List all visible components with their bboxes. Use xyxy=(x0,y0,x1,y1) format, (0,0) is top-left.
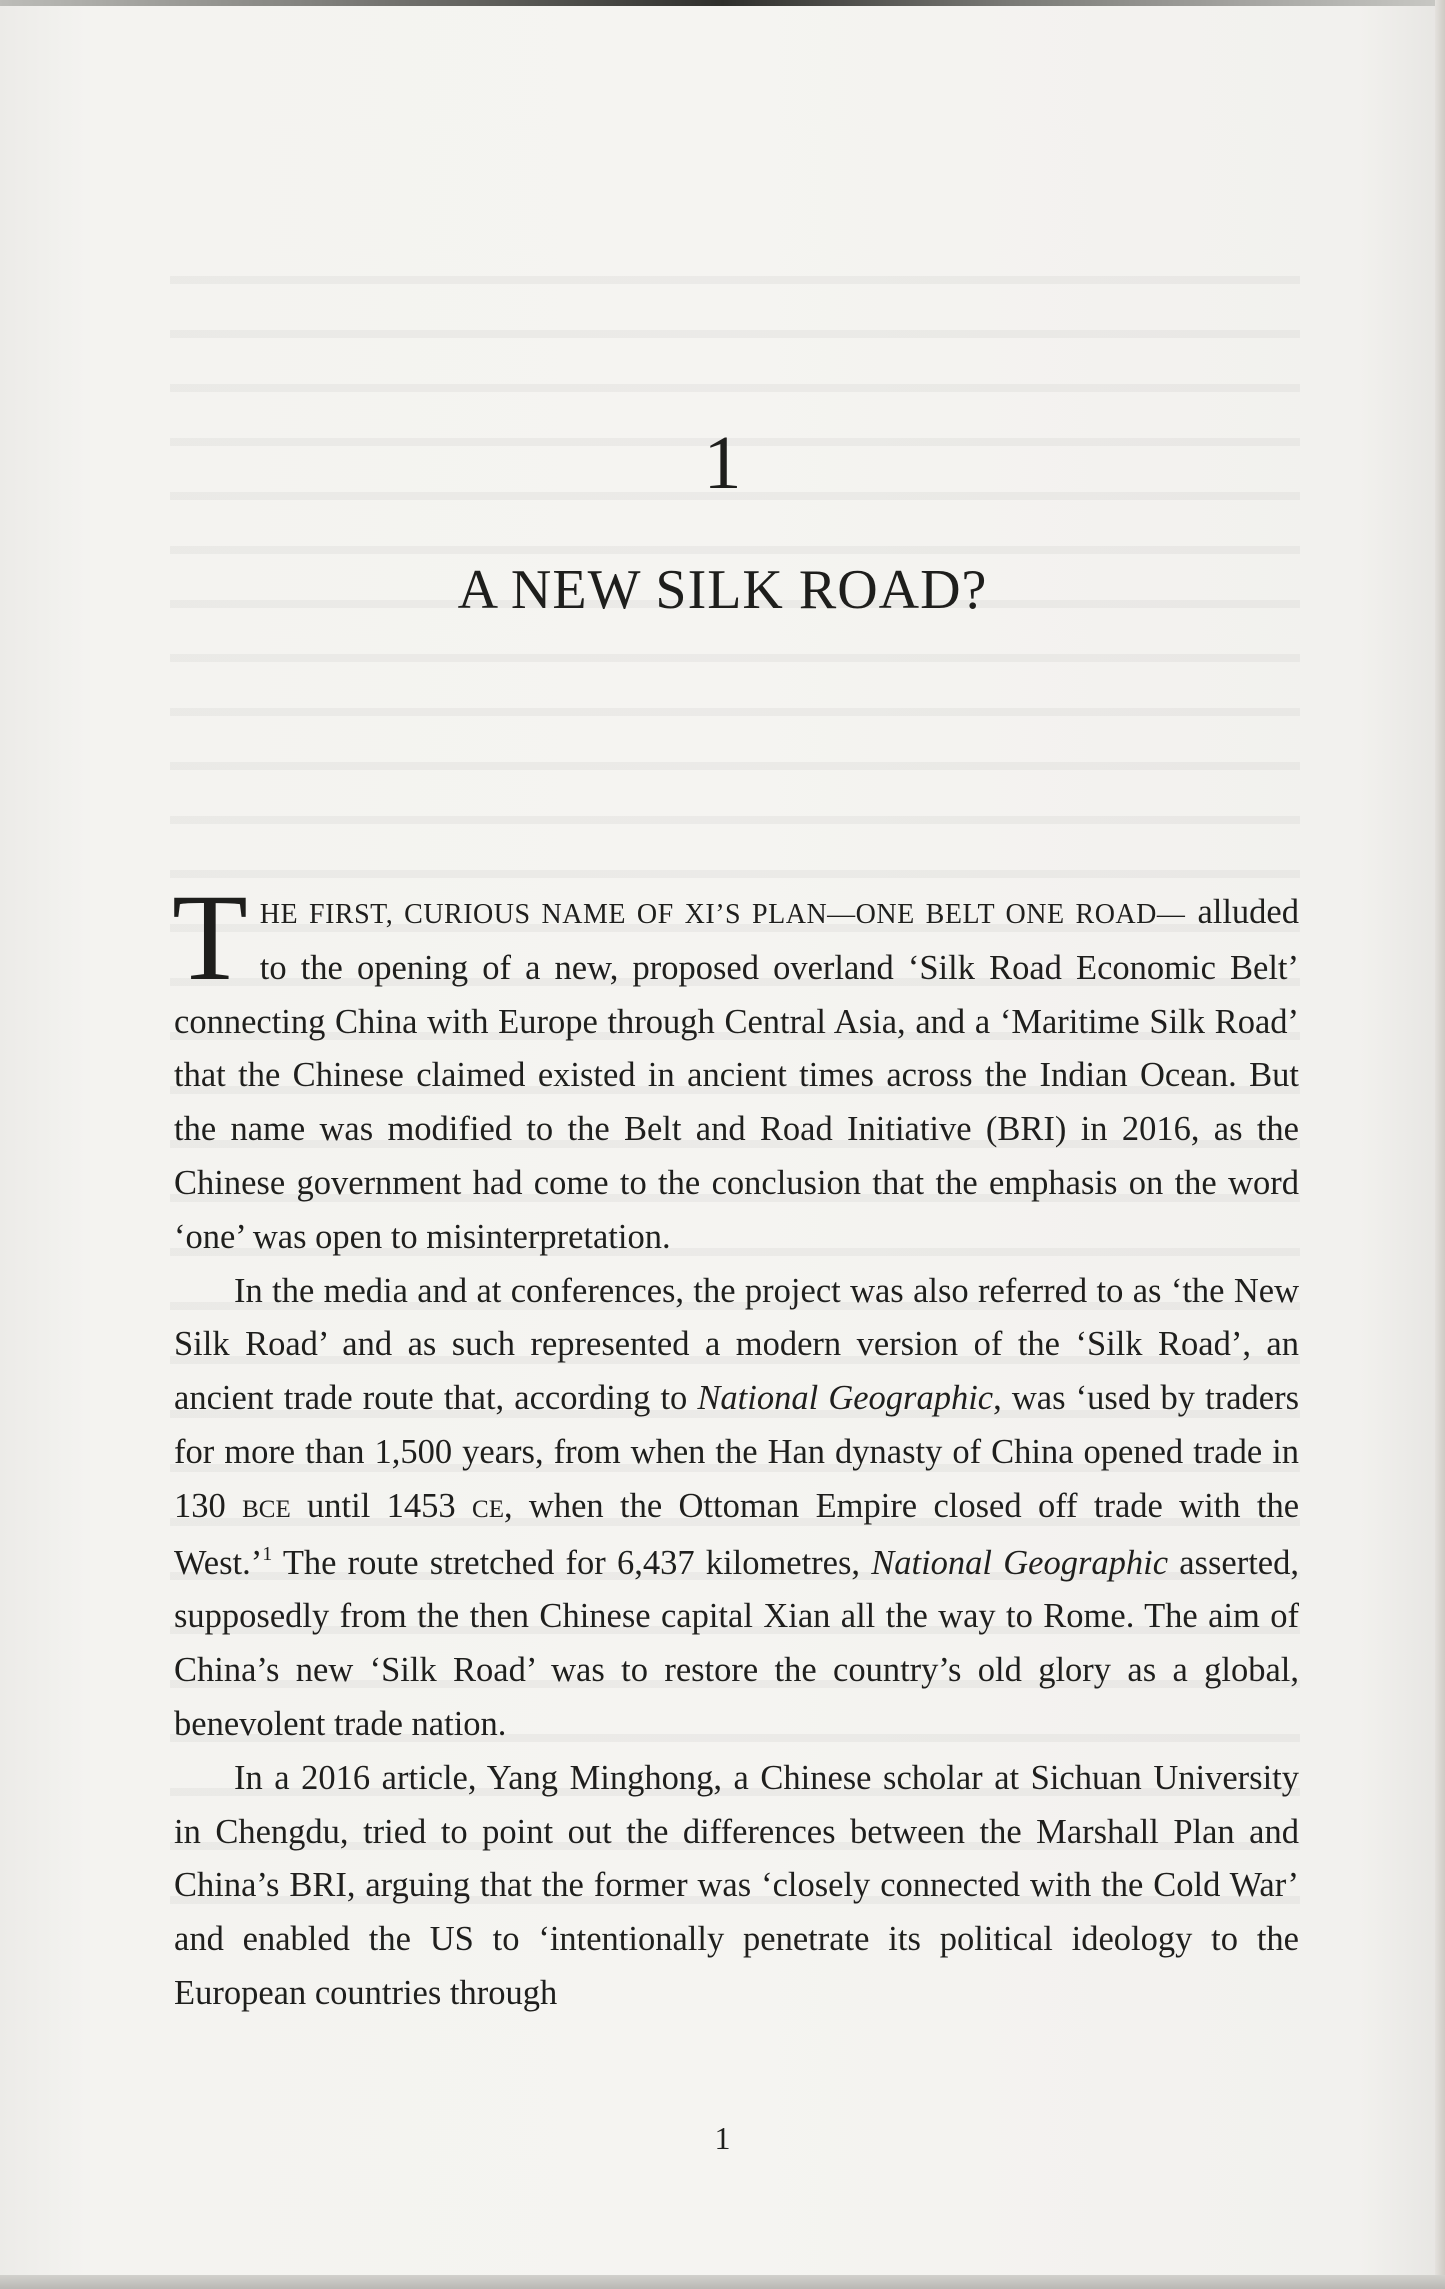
paragraph-2-text-c: until 1453 xyxy=(290,1486,473,1525)
chapter-body xyxy=(172,869,1300,2021)
page-right-edge xyxy=(1435,0,1445,2289)
paragraph-1-text: alluded to the opening of a new, proposed overland ‘Silk Road Economic Belt’ connecting China with Europe through Central Asia, and a ‘Maritime Silk Road’ that the Chinese claimed existed in ancient times across the Indian Ocean. But the name was modified to the Belt and Road Initiative (BRI) in 2016, as the Chinese government had come to the conclusion that the emphasis on the word ‘one’ was open to misinterpretation. xyxy=(174,893,1299,1256)
chapter-number: 1 xyxy=(703,421,742,505)
era-label: BCE xyxy=(242,1495,291,1523)
paragraph-1 xyxy=(172,869,1299,1265)
page-number: 1 xyxy=(714,2120,731,2156)
paragraph-3-text: In a 2016 article, Yang Minghong, a Chinese scholar at Sichuan University in Chengdu, tried to point out the differences between the Marshall Plan and China’s BRI, arguing that the former was ‘closely connected with the Cold War’ and enabled the US to ‘intentionally penetrate its political ideology to the European countries through xyxy=(174,1758,1299,2012)
page-bottom-edge xyxy=(0,2275,1445,2289)
drop-cap: T xyxy=(172,869,248,1006)
publication-title: National Geographic xyxy=(871,1543,1169,1582)
page-top-edge xyxy=(0,0,1445,6)
footnote-marker[interactable]: 1 xyxy=(262,1542,273,1565)
paragraph-2-text-b: , was ‘used by traders for more than 1,500 years, from when the Han dynasty of China opened trade in 130 xyxy=(174,1379,1300,1525)
paragraph-3 xyxy=(174,1752,1299,2021)
paragraph-2-text-f: asserted, supposedly from the then Chinese capital Xian all the way to Rome. The aim of China’s new ‘Silk Road’ was to restore the country’s old glory as a global, benevolent trade nation. xyxy=(174,1543,1299,1743)
era-label: CE xyxy=(472,1495,504,1523)
chapter-title: A NEW SILK ROAD? xyxy=(457,559,988,621)
paragraph-2-text-d: , when the Ottoman Empire closed off trade with the West.’ xyxy=(174,1486,1300,1582)
paragraph-2-text-e: The route stretched for 6,437 kilometres, xyxy=(272,1543,872,1582)
opening-small-caps: HE FIRST, CURIOUS NAME OF XI’S PLAN—ONE BELT ONE ROAD— xyxy=(259,899,1186,930)
publication-title: National Geographic xyxy=(697,1379,994,1418)
paragraph-2 xyxy=(174,1265,1299,1752)
paragraph-2-text-a: In the media and at conferences, the project was also referred to as ‘the New Silk Road’ and as such represented a modern version of the ‘Silk Road’, an ancient trade route that, according to xyxy=(174,1271,1299,1418)
